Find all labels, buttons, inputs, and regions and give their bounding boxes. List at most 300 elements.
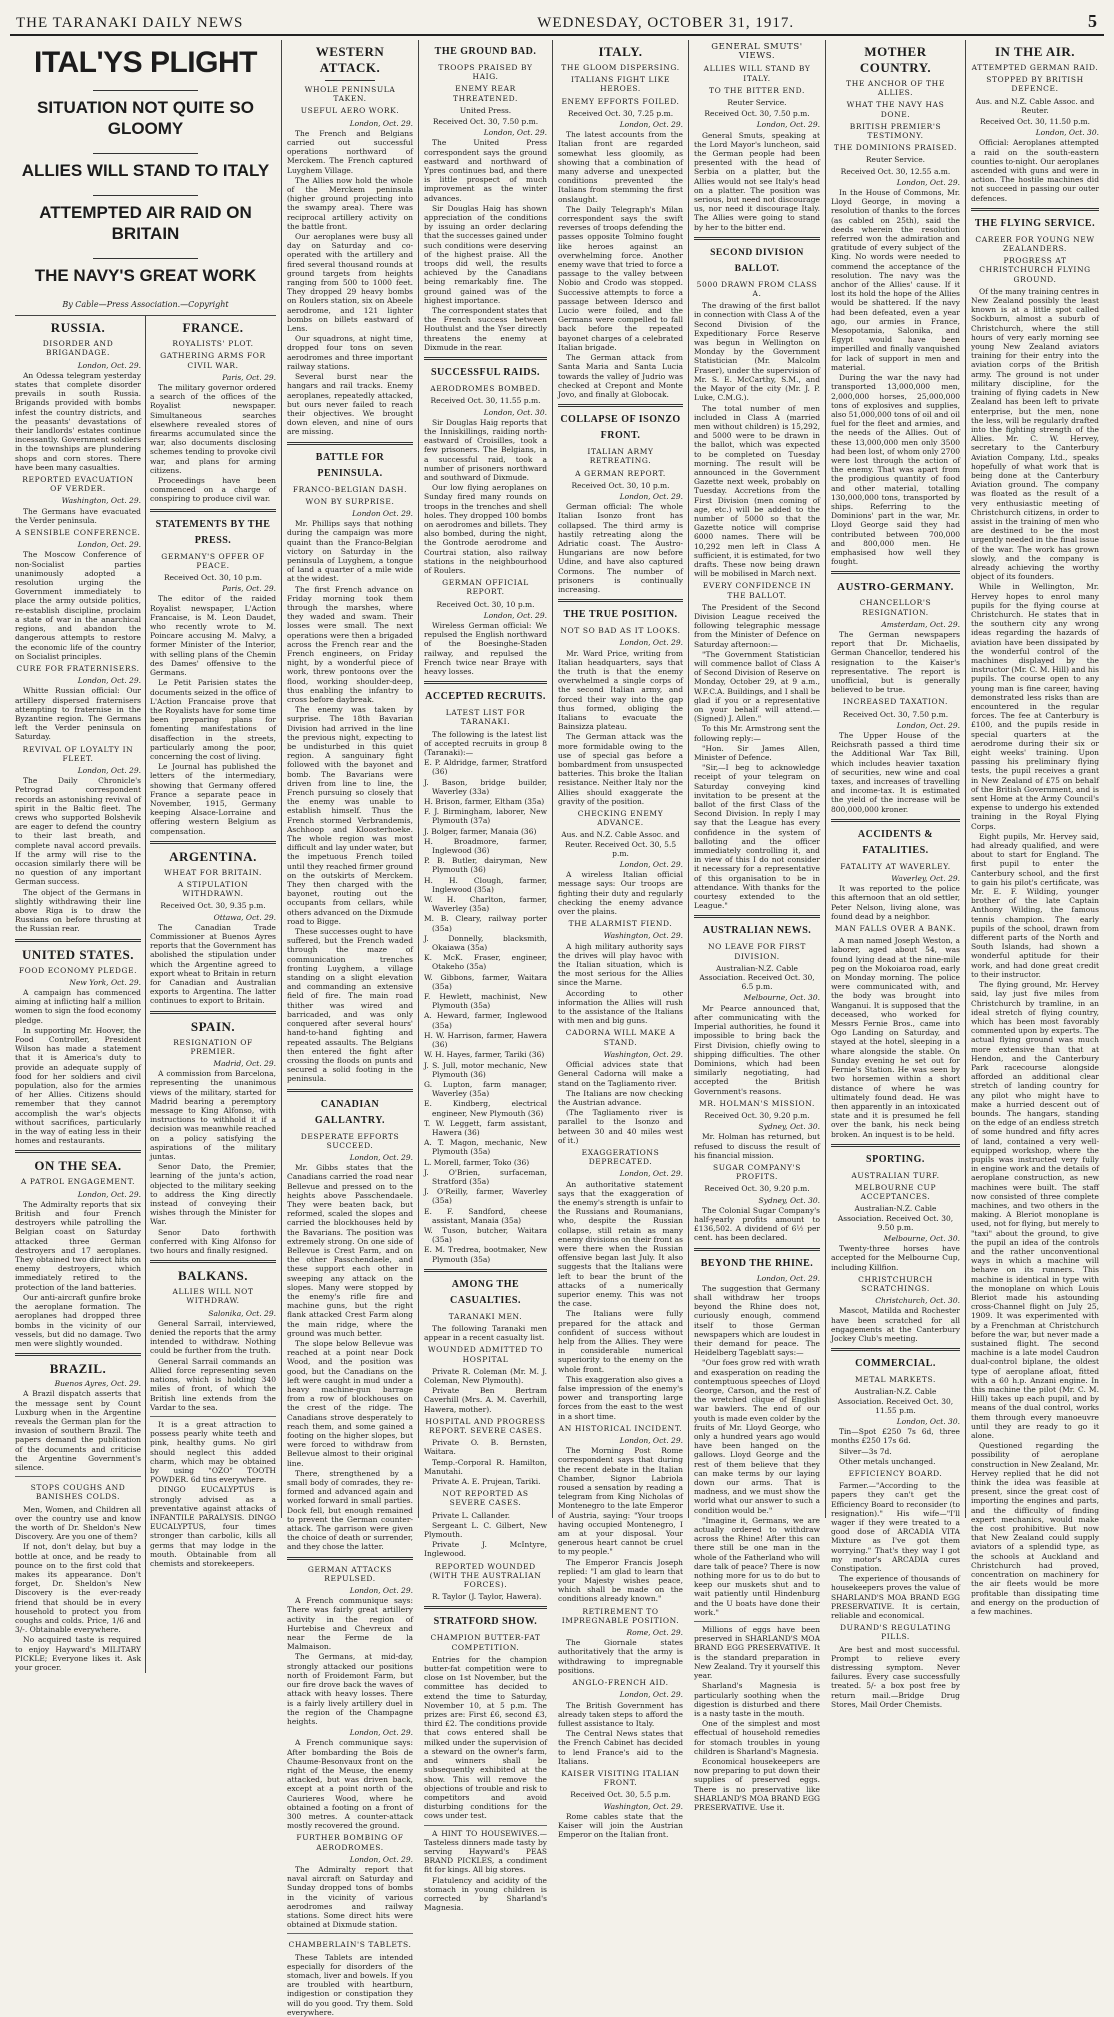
paragraph: Mr. Holman has returned, but refused to discuss the result of his financial mission. (694, 1132, 820, 1160)
dateline: Madrid, Oct. 29. (213, 1059, 276, 1068)
subhead: WHOLE PENINSULA TAKEN. (304, 85, 396, 104)
subhead: PROGRESS AT CHRISTCHURCH FLYING GROUND. (979, 256, 1091, 284)
paragraph: The Emperor Francis Joseph replied: "I am glad to learn that your Majesty wishes peace, which shall be made on the conditions already known." (558, 1557, 683, 1604)
subhead: KAISER VISITING ITALIAN FRONT. (561, 1768, 680, 1788)
paragraph: A wireless Italian official message says: Our troops are fighting their duty and regularly checking the enemy advance over the plains. (558, 870, 683, 917)
dateline: Amsterdam, Oct. 29. (881, 619, 960, 629)
paragraph: No acquired taste is required to enjoy Hayward's MILITARY PICKLE; Everyone likes it. Ask your grocer. (15, 1635, 141, 1672)
paragraph: The drawing of the first ballot in connection with Class A of the Second Division of the Expeditionary Force Reserve was begun in Wellington on Monday by the Government Statistician (Mr. Malcolm Fraser), under the supervision of Mr. S. E. McCarthy, S.M., and the Mayor of the city (Mr. J. P. Luke, C.M.G.). (694, 301, 820, 403)
column-western-attack (282, 40, 419, 2017)
column-lead (10, 40, 282, 1672)
column-smuts (689, 40, 826, 1812)
russia-section (15, 316, 146, 1673)
subhead: EVERY CONFIDENCE IN THE BALLOT. (702, 581, 812, 600)
section-title: SUCCESSFUL RAIDS. (430, 367, 541, 379)
recruit-entry: J. Bason, bridge builder, Waverley (33a) (424, 777, 547, 796)
subhead: FURTHER BOMBING OF AERODROMES. (296, 1833, 404, 1852)
paragraph: Flatulency and acidity of the stomach in young children is corrected by Sharland's Magnesia. (424, 1875, 547, 1913)
subhead: MELBOURNE CUP ACCEPTANCES. (854, 1182, 937, 1202)
column-ground-bad (419, 40, 553, 1913)
recruit-entry: K. McK. Fraser, engineer, Otakeho (35a) (424, 953, 547, 972)
advert-pickles (424, 1825, 547, 1913)
subhead: WHEAT FOR BRITAIN. (164, 867, 262, 877)
paragraph: The flying ground, Mr. Hervey said, lay just five miles from Christchurch by tramline, in an ideal stretch of flying country, which has been most favorably commented upon by experts. The actual flying ground was much more extensive than that at Hendon, and the Canterbury Park racecourse alongside afforded an additional clear stretch of landing country for any pilot who might have to make a hurried descent out of bounds. The hangars, standing on the edge of an endless stretch of some hundred and fifty acres of land, contained a very well-equipped workshop, where the pupils was instructed very fully in engine work and the details of aeroplane construction, as new machines were built. The staff now consisted of three complete machines, and two others in the making. A Bleriot monoplane is used, not for flying, but merely to "taxi" about the ground, to give the pupil an idea of the controls and the rather unconventional ways in which a machine will behave on its runners. This machine is identical in type with the monoplane on which Louis Bleriot made his astounding cross-Channel flight on July 25, 1909. It was experimented with by a Frenchman at Christchurch before the war, but never made a sustained flight. The second machine is a late model Caudron dual-control biplane, the oldest type of aeroplane afloat, fitted with a 60 h.p. Anzani engine. In this machine the pilot (Mr. C. M. Hill) takes up each pupil, and by means of the dual control, works them through every manoeuvre until they are ready to go it alone. (971, 980, 1099, 1441)
sea-title: ON THE SEA. (34, 1158, 122, 1174)
subhead: ITALIANS FIGHT LIKE HEROES. (571, 75, 670, 94)
subhead: RETIREMENT TO IMPREGNABLE POSITION. (561, 1606, 680, 1625)
paragraph: The first French advance on Friday morning took them through the marshes, where they waded and swam. Their losses were small. The next operations were then a brigaded across the French rear and the French engineers, on Friday night, by a wonderful piece of work, threw pontoons over the flood, working shoulder-deep, thus enabling the infantry to cross before daybreak. (287, 584, 413, 704)
advert-chamberlain (287, 1933, 413, 2017)
balkans-title: BALKANS. (177, 1268, 249, 1284)
paragraph: In supporting Mr. Hoover, the Food Controller, President Wilson has made a statement that it is America's duty to provide an adequate supply of food for her soldiers and civil population, also for the armies of her Allies. Citizens should remember that they cannot accomplish the war's objects without sacrifices, particularly in the way of eating less in their homes and restaurants. (15, 1025, 141, 1146)
paragraph: Mr. Ward Price, writing from Italian headquarters, says that the truth is that the enemy overwhelmed a single corps of the second Italian army, and forced their way into the gap thus formed, obliging the Italians to evacuate the Bainsizza plateau. (558, 648, 683, 732)
recruit-entry: F. J. Birmingham, laborer, New Plymouth (37a) (424, 807, 547, 826)
received-line: Reuter Service. (727, 98, 787, 108)
dateline: London, Oct. 30. (896, 1416, 960, 1426)
dateline: London Oct. 29. (352, 508, 413, 518)
dateline: London, Oct. 29. (619, 120, 683, 130)
recruit-entry: M. B. Cleary, railway porter (35a) (424, 914, 547, 933)
received-line: Aus. and N.Z. Cable Assoc. and Reuter. Received Oct. 30, 5.5 p.m. (561, 830, 680, 858)
paragraph: An Odessa telegram yesterday states that complete disorder prevails in south Russia. Brigands provided with bombs infest the country districts, and the peasants' devastations of their landlords' estates continue incessantly. Government soldiers in the townships are plundering shops and corn stores. There have been many casualties. (15, 370, 141, 472)
subhead: FATALITY AT WAVERLEY. (840, 861, 951, 871)
subhead: ENEMY EFFORTS FOILED. (561, 96, 680, 106)
paragraph: Sergeant L. C. Gilbert, New Plymouth. (424, 1520, 547, 1540)
paragraph: Sharland's Magnesia is particularly soothing when the digestion is disturbed and there is a nasty taste in the mouth. (694, 1681, 820, 1718)
paragraph: Sir Douglas Haig has shown appreciation of the conditions by issuing an order declaring that the successes gained under such conditions were deserving of the highest praise. All the troops did well, the results achieved by the Canadians being remarkably fine. The ground gained was of the highest importance. (424, 203, 547, 305)
paragraph: Other metals unchanged. (839, 1456, 936, 1466)
subhead: TROOPS PRAISED BY HAIG. (438, 63, 533, 82)
dateline: London, Oct. 29. (483, 128, 547, 138)
dateline: Ottawa, Oct. 29. (213, 912, 276, 922)
section-title: ITALY. (598, 44, 643, 59)
paragraph: Official advices state that General Cadorna will make a stand on the Tagliamento river. (558, 1060, 683, 1088)
paragraph: A high military authority says the drives will play havoc with the Italian situation, which is the most serious for the Allies since the Marne. (558, 941, 683, 988)
subhead: DURAND'S REGULATING PILLS. (840, 1623, 951, 1642)
subhead: DISORDER AND BRIGANDAGE. (42, 339, 114, 358)
subhead: A GERMAN REPORT. (575, 468, 666, 478)
received-line: Reuter Service. (865, 155, 926, 165)
subhead: INCREASED TAXATION. (843, 697, 948, 707)
subhead: CADORNA WILL MAKE A STAND. (565, 1028, 676, 1047)
dateline: London, Oct. 29. (483, 610, 547, 620)
headline-4: ATTEMPTED AIR RAID ON BRITAIN (39, 203, 252, 243)
subhead: CHECKING ENEMY ADVANCE. (577, 809, 664, 828)
dateline: London, Oct. 29. (619, 1690, 683, 1700)
recruit-entry: J. S. Jull, motor mechanic, New Plymouth (36) (424, 1060, 547, 1079)
paragraph: Private A. E. Prujean, Tariki. (432, 1477, 541, 1487)
subhead: METAL MARKETS. (854, 1375, 936, 1385)
paragraph: "Our foes grow red with wrath and exasperation on reading the contemptuous speeches of Lloyd George, Carson, and the rest of the wretched clique of English war bawlers. The end of our youth is made even colder by the fruits of Mr. Lloyd George, who only a hundred years ago would have been hanged on the gallows. Lloyd George and the rest of them believe that they can make terms by our laying down our arms. That is madness, and we must show the world what our answer to such a condition would be." (694, 1358, 821, 1515)
received-line: Received Oct. 30, 7.50 p.m. (704, 109, 810, 119)
paragraph: "Imagine it, Germans, we are actually ordered to withdraw across the Rhine! After this can there still be one man in the whole of the Fatherland who will dare talk of peace? There is now nothing more for us to do but to keep our muskets shut and to wait patiently until Hindenburg and the U boats have done their work." (694, 1515, 820, 1617)
paragraph: The German attack from Santa Maria and Santa Lucia towards the valley of Judrio was checked at Crepont and Monte Jovo, and finally at Globocak. (558, 353, 683, 399)
paragraph: DINGO EUCALYPTUS is strongly advised as a preventative against attacks of INFANTILE PARALYSIS. DINGO EUCALYPTUS, four times stronger than carbolic, kills all germs that may lodge in the mouth. Obtainable from all chemists and storekeepers. (150, 1485, 276, 1568)
dateline: Waverley, Oct. 29. (891, 874, 960, 884)
paragraph: "Sir,—I beg to acknowledge receipt of your telegram on Saturday conveying kind invitation to be present at the ballot of the first Class of the Second Division. In reply I may say that the League has every confidence in the system of balloting and the officer immediately controlling it, and in view of this I do not consider it necessary for a representative of this organisation to be in attendance. With thanks for the courtesy extended to the League." (694, 763, 820, 911)
paragraph: Our aeroplanes were busy all day on Saturday and co-operated with the artillery and fired several thousand rounds at ground targets from heights ranging from 500 to 1000 feet. They dropped 29 heavy bombs on Roulers station, six on Abeele aerodrome, and 121 lighter bombs on billets eastward of Lens. (287, 232, 413, 334)
paragraph: Our squadrons, at night time, dropped four tons on seven aerodromes and three important railway stations. (287, 334, 413, 371)
dateline: London, Oct. 29. (77, 540, 141, 550)
section-title: THE FLYING SERVICE. (974, 217, 1096, 229)
subhead: TO THE BITTER END. (708, 85, 806, 95)
subhead: ANGLO-FRENCH AID. (572, 1678, 669, 1688)
recruit-entry: J. O'Reilly, farmer, Waverley (35a) (424, 1187, 547, 1206)
subhead: HOSPITAL AND PROGRESS REPORT. SEVERE CASES. (425, 1416, 546, 1435)
advert-ozo (150, 1416, 276, 1568)
paragraph: To this Mr. Armstrong sent the following reply:— (694, 724, 820, 743)
subhead: ENEMY REAR THREATENED. (453, 84, 518, 103)
paragraph: Questioned regarding the possibility of aeroplane construction in New Zealand, Mr. Hervey replied that he did not think the idea was feasible at present, since the great cost of importing the engines and parts, and the difficulty of finding expert mechanics, would make the cost prohibitive. But now that New Zealand could supply aviators of a splendid type, as the schools at Auckland and Christchurch had proved, concentration on machinery for the air fleets would be more profitable than dissipating time and energy on the production of a few machines. (971, 1441, 1099, 1616)
paragraph: The German attack was the more formidable owing to the use of special gas before a bombardment from unsuspected batteries. This broke the Italian resistance. Neither Italy nor the Allies should exaggerate the gravity of the position. (558, 732, 683, 806)
subhead: MAN FALLS OVER A BANK. (835, 924, 956, 934)
paragraph: General Smuts, speaking at the Lord Mayor's luncheon, said the German people had been presented with the head of Serbia on a platter, but the Allies would not see Italy's head on a platter. The position was serious, but need not discourage us, nor need it discourage Italy. The Allies were going to stand by her to the bitter end. (694, 130, 820, 232)
received-line: Received Oct. 30, 11.55 p.m. (430, 396, 541, 406)
subhead: DESPERATE EFFORTS SUCCEED. (300, 1131, 400, 1150)
section-title: AMONG THE CASUALTIES. (450, 1278, 521, 1306)
dateline: London, Oct. 29. (619, 1169, 683, 1179)
paragraph: The object of the Germans in slightly withdrawing their line above Riga is to draw the Russians on before thrusting at the Russian rear. (15, 887, 141, 934)
dateline: New York, Oct. 29. (69, 977, 141, 987)
received-line: Received Oct. 30, 9.35 p.m. (160, 901, 266, 911)
column-mother-country (826, 40, 966, 1709)
subhead: CHANCELLOR'S RESIGNATION. (859, 598, 932, 617)
dateline: Christchurch, Oct. 30. (875, 1296, 960, 1306)
paragraph: Temp.-Corporal R. Hamilton, Manutahi. (424, 1457, 547, 1476)
paragraph: Private J. McIntyre, Inglewood. (424, 1540, 547, 1559)
dateline: Washington, Oct. 29. (603, 1801, 683, 1811)
paragraph: The Admiralty reports that six British and four French destroyers while patrolling the Belgian coast on Saturday attacked three German destroyers and 17 aeroplanes. They obtained two direct hits on enemy destroyers, which immediately retired to the protection of the land batteries. (15, 1199, 141, 1292)
paragraph: The Admiralty report that naval aircraft on Saturday and Sunday dropped tons of bombs in the vicinity of various aerodromes and railway stations. Some direct hits were obtained at Dixmude station. (287, 1864, 413, 1930)
received-line: Australian-N.Z. Cable Association. Received Oct. 30, 11.55 p.m. (837, 1387, 954, 1415)
paragraph: Private O. B. Bernsten, Waitara. (424, 1438, 547, 1457)
paragraph: The total number of men included in Class A (married men without children) is 15,292, and 5000 were to be drawn in the ballot, which was expected to be completed on Tuesday morning. The result will be announced in the Government Gazette next week, probably on Tuesday. Accretions from the First Division (men coming of age, etc.) will be added to the number of 5000 so that the Gazette notice will comprise 6000 names. There will be 10,292 men left in Class A sufficient, it is estimated, for two drafts. These now being drawn will be mobilised in March next. (694, 403, 820, 579)
section-title: STATEMENTS BY THE PRESS. (155, 518, 271, 546)
recruit-entry: H. Broadmore, farmer, Inglewood (36) (424, 836, 547, 856)
paragraph: The Germans have evacuated the Verder peninsula. (15, 506, 141, 525)
subhead: RESIGNATION OF PREMIER. (173, 1037, 253, 1056)
recruit-entry: L. Morell, farmer, Toko (36) (424, 1157, 530, 1167)
section-title: GENERAL SMUTS' VIEWS. (711, 42, 803, 62)
paragraph: A French communique says: There was fairly great artillery activity in the region of Hurtebise and Chevreux and near the Ferme de la Malmaison. (287, 1596, 413, 1652)
dateline: Melbourne, Oct. 30. (883, 1233, 960, 1243)
dateline: London, Oct. 29. (349, 1728, 413, 1738)
paragraph: The Italians were fully prepared for the attack and confident of success without help from the Allies. They were in considerable numerical superiority to the enemy on the whole front. (558, 1309, 683, 1374)
subhead: ALLIES WILL STAND BY ITALY. (703, 64, 811, 83)
recruit-entry: J. Donnelly, blacksmith, Okaiawa (35a) (424, 933, 547, 953)
paragraph: Private R. Coleman (Mr. M. J. Coleman, New Plymouth). (424, 1366, 547, 1385)
recruit-entry: W. Tuson, butcher, Waitara (35a) (424, 1225, 547, 1245)
section-title: ACCEPTED RECRUITS. (425, 691, 546, 703)
section-title: THE TRUE POSITION. (563, 609, 678, 621)
dateline: London, Oct. 29. (896, 177, 960, 187)
paragraph: One of the simplest and most effectual of household remedies for stomach troubles in young children is Sharland's Magnesia. (694, 1719, 820, 1756)
advert-title: CHAMBERLAIN'S TABLETS. (288, 1940, 412, 1950)
paragraph: The German newspapers report that Dr. Michaelis, German Chancellor, tendered his resignation to the Kaiser's representative. The report is unofficial, but is generally believed to be true. (831, 629, 960, 695)
section-title: SECOND DIVISION BALLOT. (710, 247, 804, 274)
brazil-title: BRAZIL. (49, 1361, 107, 1377)
section-title: BEYOND THE RHINE. (700, 1257, 814, 1269)
paragraph: The slope below Bellevue was reached at a point near Dock Wood, and the position was good, but the Canadians on the left were caught in mud under a heavy machine-gun barrage from a row of blockhouses on the crest of the ridge. The Canadians strove desperately to reach them, and some gained a footing on the higher slopes, but were forced to withdraw from Bellevue almost to their original line. (287, 1338, 413, 1468)
paragraph: Silver—3s 7d. (839, 1446, 892, 1456)
recruit-entry: H. H. Clough, farmer, Inglewood (35a) (424, 875, 547, 894)
paragraph: General Sarrail commands an Allied force representing seven nations, which is holding 340 miles of front, of which the British line extends from the Vardar to the sea. (150, 1356, 276, 1412)
dateline: London, Oct. 29. (77, 765, 141, 775)
paragraph: Farmer.—"According to the papers they can't get the Efficiency Board to reconsider (to resignation)." His wife—"I'll wager if they were treated to a good dose of ARCADIA VITA Mixture as I've got them worrying." That's they way I got my motor's ARCADIA cures Constipation. (831, 1481, 960, 1574)
subhead: GATHERING ARMS FOR CIVIL WAR. (160, 351, 266, 370)
paragraph: The Italians are now checking the Austrian advance. (558, 1088, 683, 1107)
recruit-entry: E. P. Aldridge, farmer, Stratford (36) (424, 758, 547, 777)
paragraph: The Daily Chronicle's Petrograd correspondent records an astonishing revival of spirit in the Baltic fleet. The crews who supported Bolshevik are eager to defend the country to their last breath, and complete naval accord prevails. If the army will rise to the occasion similarly there will be no question of any important German success. (15, 776, 141, 887)
subhead: WHAT THE NAVY HAS DONE. (846, 100, 945, 119)
dateline: London, Oct. 29. (896, 720, 960, 730)
advert-sheldon (15, 1476, 141, 1672)
paragraph: These Tablets are intended especially for disorders of the stomach, liver and bowels. If you are troubled with heartburn, indigestion or constipation they will do you good. Try them. Sold everywhere. (287, 1952, 413, 2017)
paragraph: A commission from Barcelona, representing the unanimous views of the military, started for Madrid bearing a peremptory message to King Alfonso, with instructions to withhold it if a decision was meanwhile reached on a policy satisfying the aspirations of the military juntas. (150, 1069, 276, 1162)
paragraph: The Moscow Conference of non-Socialist parties unanimously adopted a resolution urging the Government immediately to place the army outside politics, re-establish discipline, proclaim a state of war in the anarchical regions, and abandon the dangerous attempts to restore the economic life of the country on Socialist principles. (15, 550, 141, 661)
subhead: ATTEMPTED GERMAN RAID. (971, 63, 1099, 72)
recruit-entry: H. Brison, farmer, Eltham (35a) (424, 797, 545, 807)
recruit-entry: W. Gibbons, farmer, Waitara (35a) (424, 972, 547, 991)
subhead: AN HISTORICAL INCIDENT. (558, 1423, 683, 1433)
headline-3: ALLIES WILL STAND TO ITALY (21, 161, 270, 180)
paragraph: Our anti-aircraft gunfire broke the aeroplane formation. The aeroplanes had dropped three bombs in the vicinity of our vessels, but did no damage. Two men were slightly wounded. (15, 1292, 141, 1348)
subhead: BRITISH PREMIER'S TESTIMONY. (849, 121, 942, 141)
column-italy (553, 40, 689, 1840)
paragraph: Economical housekeepers are now preparing to put down their supplies of preserved eggs. There is no preservative like SHARLAND'S MOA BRAND EGG PRESERVATIVE. Use it. (694, 1756, 820, 1812)
russia-title: RUSSIA. (50, 320, 106, 336)
paragraph: A French communique says: After bombarding the Bois de Chaume-Besonvaux front on the right of the Meuse, the enemy attacked, but was driven back, except at a point north of the Caurieres Wood, where he obtained a footing on a front of 300 metres. A counter-attack mostly recovered the ground. (287, 1738, 413, 1831)
paragraph: German official: The whole Italian Isonzo front has collapsed. The third army is hastily retreating along the Adriatic coast. The Austro-Hungarians are now before Udine, and have also captured Cormons. The number of prisoners is continually increasing. (558, 502, 683, 594)
paragraph: (The Tagliamento river is parallel to the Isonzo and between 30 and 40 miles west of it.) (558, 1108, 683, 1145)
received-line: Received Oct. 30, 12.55 a.m. (840, 166, 951, 176)
subhead: GERMAN OFFICIAL REPORT. (442, 578, 529, 597)
dateline: Buenos Ayres, Oct. 29. (54, 1379, 141, 1389)
dateline: London, Oct. 29. (349, 118, 413, 128)
paragraph: The French and Belgians carried out successful operations northward of Merckem. The French captured Luyghem Village. (287, 128, 413, 175)
paragraph: Rome cables state that the Kaiser will join the Austrian Emperor on the Italian front. (558, 1811, 683, 1840)
paragraph: "The Government Statistician will commence ballot of Class A of Second Division of Reserve on Monday, October 29, at 9 a.m., W.F.C.A. Buildings, and I shall be glad if you or a representative on your behalf will attend.—(Signed) J. Allen." (694, 649, 820, 724)
paragraph: A HINT TO HOUSEWIVES.—Tasteless dinners made tasty by serving Hayward's PEAS BRAND PICKLES, a condiment fit for kings. All big stores. (424, 1828, 547, 1875)
paragraph: Mr. Phillips says that nothing during the campaign was more quaint than the Franco-Belgian victory on Saturday in the peninsula of Luyghem, a tongue of land a quarter of a mile wide at the widest. (287, 519, 413, 584)
paragraph: The Colonial Sugar Company's half-yearly profits amount to £136,502. A dividend of 6½ per cent. has been declared. (694, 1205, 820, 1243)
subhead: REPORTED WOUNDED (WITH THE AUSTRALIAN FORCES). (429, 1561, 542, 1590)
dateline: London, Oct. 29. (77, 1189, 141, 1199)
masthead (10, 6, 1104, 36)
section-title: IN THE AIR. (994, 44, 1076, 59)
paragraph: Millions of eggs have been preserved in SHARLAND'S MOA BRAND EGG PRESERVATIVE. It is the standard preparation in New Zealand. Try it yourself this year. (694, 1625, 820, 1681)
paragraph: According to other information the Allies will rush to the assistance of the Italians with men and big guns. (558, 988, 683, 1026)
subhead: A PATROL ENGAGEMENT. (20, 1177, 136, 1187)
dateline: London, Oct. 29. (756, 120, 820, 130)
section-title: BATTLE FOR PENINSULA. (315, 451, 385, 479)
spain-title: SPAIN. (190, 1018, 236, 1034)
paragraph: The Canadian Trade Commissioner at Buenos Ayres reports that the Government has abolished the stipulation under which the Argentine agreed to export wheat to Britain in return for Canadian and Australian exports to Argentina. The latter continues to export to Britain. (150, 922, 276, 1006)
subhead: USEFUL AERO WORK. (300, 106, 400, 116)
paragraph: The military governor ordered a search of the offices of the Royalist newspaper. Simultaneous searches elsewhere revealed stores of firearms accumulated since the war, also documents disclosing schemes tending to provoke civil war, and plans for arming citizens. (150, 383, 276, 475)
received-line: Received Oct. 30, 7.50 p.m. (432, 117, 539, 127)
dateline: London, Oct. 29. (619, 638, 683, 648)
paragraph: The United Press correspondent says the ground eastward and northward of Ypres continues bad, and there is little prospect of much improvement as the winter advances. (424, 138, 547, 203)
paragraph: Private Ben Bertram Caverhill (Mrs. A. M. Caverhill, Hawera, mother). (424, 1386, 547, 1414)
subhead: CAREER FOR YOUNG NEW ZEALANDERS. (975, 234, 1095, 254)
paragraph: The correspondent states that the French success between Houthulst and the Yser directly threatens the enemy at Dixmude in the rear. (424, 306, 547, 352)
paragraph: The editor of the raided Royalist newspaper, L'Action Francaise, is M. Leon Daudet, who recently wrote to M. Poincare accusing M. Malvy, a former Minister of the Interior, with selling plans of the Chemin des Dames' offensive to the Germans. (150, 594, 276, 678)
headline-main: ITAL'YS PLIGHT (34, 46, 257, 79)
received-line: Received Oct. 30, 5.5 p.m. (570, 1790, 671, 1800)
paragraph: Senor Dato, the Premier, learning of the junta's action, objected to the military seeking to address the King directly instead of conveying their wishes through the Minister for War. (150, 1162, 276, 1227)
dateline: London, Oct. 29. (77, 676, 141, 686)
section-title: AUSTRALIAN NEWS. (702, 925, 812, 937)
paragraph: The latest accounts from the Italian front are regarded somewhat less gloomily, as showing that a combination of many adverse and unexpected conditions prevented the Italians from stemming the first onslaught. (558, 130, 683, 204)
paragraph: Wireless German official: We repulsed the English northward of the Boesinghe-Staden railway, and repulsed the French twice near Braye with heavy losses. (424, 620, 547, 676)
paragraph: The suggestion that Germany shall withdraw her troops beyond the Rhine does not, curiously enough, commend itself to those German newspapers which are loudest in their demand for peace. The Heidelberg Tageblatt says:— (694, 1283, 820, 1358)
paragraph: The Central News states that the French Cabinet has decided to lend France's aid to the Italians. (558, 1729, 683, 1766)
subhead: WON BY SURPRISE. (305, 496, 395, 506)
recruit-entry: W. H. Charlton, farmer, Waverley (35a) (424, 895, 547, 914)
recruit-entry: A. Heward, farmer, Inglewood (35a) (424, 1011, 547, 1030)
dateline: Sydney, Oct. 30. (758, 1122, 820, 1132)
paragraph: While in Wellington, Mr. Hervey hopes to enrol many pupils for the flying course at Christchurch. He states that in the southern city any wrong ideas regarding the hazards of aviation have been dissipated by the wonderful control of the machines displayed by the instructor (Mr. C. M. Hill) and his pupils. The course open to any young man is fine career, having demonstrated less risks than are encountered in the regular forces. The fee at Canterbury is £100, and the pupils reside in special quarters at the aerodrome during their six or eight weeks' training. Upon passing his preliminary flying tests, the pupil receives a grant in New Zealand of £75 on behalf of the British Government, and is sent Home at the Army Council's expense to undergo his extended training in the Royal Flying Corps. (971, 582, 1099, 831)
recruit-entry: W. H. Hayes, farmer, Tariki (36) (424, 1050, 545, 1060)
paragraph: The following is the latest list of accepted recruits in group 8 (Taranaki):— (424, 729, 547, 757)
subhead: EXAGGERATIONS DEPRECATED. (581, 1147, 660, 1167)
paragraph: The Morning Post Rome correspondent says that during the recent debate in the Italian Chamber, Signor Labriola roused a sensation by reading a telegram from King Nicholas of Montenegro to the late Emperor of Austria, saying: "Your troops having occupied Montenegro, I am at your disposal. Your generous heart cannot be cruel to my people." (558, 1446, 683, 1557)
recruit-entry: P. B. Butler, dairyman, New Plymouth (36) (424, 856, 547, 875)
subhead: REPORTED EVACUATION OF VERDER. (22, 475, 134, 494)
dateline: Salonika, Oct. 29. (208, 1308, 276, 1318)
paragraph: "Hon. Sir James Allen, Minister of Defence. (694, 743, 820, 763)
subhead: THE ANCHOR OF THE ALLIES. (846, 79, 945, 98)
subhead: CURE FOR FRATERNISERS. (16, 663, 140, 673)
paragraph: If not, don't delay, but buy a bottle at once, and be ready to pounce on to the first cold that makes its appearance. Don't forget, Dr. Sheldon's New Discovery is the ever-ready friend that should be in every household to protect you from coughs and colds. Price, 1/6 and 3/-. Obtainable everywhere. (15, 1542, 141, 1635)
paragraph: Eight pupils, Mr. Hervey said, had already qualified, and were about to start for England. The first pupil to enter the Canterbury school, and the first to gain his pilot's certificate, was Mr. E. F. Wilding, younger brother of the late Captain Anthony Wilding, the famous tennis champion. The early pupils of the school, drawn from different parts of the North and South Islands, had shown a wonderful aptitude for their work, and had done great credit to their instructor. (971, 831, 1099, 979)
section-title: WESTERN ATTACK. (315, 44, 385, 75)
received-line: Australian-N.Z. Cable Association. Received Oct. 30, 9.50 p.m. (837, 1204, 954, 1232)
paragraph: Mr. Gibbs states that the Canadians carried the road near Bellevue and pressed on to the heights above Passchendaele. They were beaten back, but reformed, scaled the slopes and carried the blockhouses held by the Bavarians. The position was extremely strong. On one side of Bellevue is Crest Farm, and on the other Passchendaele, and these support each other in sweeping any attack on the slopes. Many were stopped by the enemy's rifle fire and machine guns, but the right flank attacked Crest Farm along the main ridge, where the ground was much better. (287, 1163, 413, 1338)
paragraph: The Daily Telegraph's Milan correspondent says the swift reverses of troops defending the passes opposite Tolmino fought like heroes against an overwhelming force. Another enemy wave that tried to force a passage to the valley between Nobio and Crodo was stopped. Successive attempts to force a passage between Idersco and Lucio were foiled, and the Germans were compelled to fall back before the repeated bayonet charges of a celebrated Italian brigade. (558, 204, 683, 352)
dateline: Paris, Oct. 29. (222, 372, 276, 382)
paragraph: Mr Pearce announced that, after communicating with the Imperial authorities, he found it impossible to bring back the First Division, chiefly owing to shipping difficulties. The other Dominions, which had been similarly negotiating, had accepted the British Government's reasons. (694, 1003, 820, 1096)
paragraph: Le Journal has published the letters of the intermediary, showing that Germany offered France a separate peace in November, 1915, Germany keeping Alsace-Lorraine and offering western Belgium as compensation. (150, 762, 276, 836)
recruit-entry: H. W. Harrison, farmer, Hawera (36) (424, 1030, 547, 1050)
section-title: AUSTRO-GERMANY. (837, 581, 954, 594)
subhead: THE ALARMIST FIEND. (568, 919, 673, 929)
received-line: Received Oct. 30, 7.50 p.m. (842, 709, 949, 719)
paragraph: Men, Women, and Children all over the country use and know the worth of Dr. Sheldon's New Discovery. Are you one of them? (15, 1504, 141, 1542)
subhead: TARANAKI MEN. (448, 1311, 523, 1321)
headline-5: THE NAVY'S GREAT WORK (34, 266, 257, 285)
subhead: LATEST LIST FOR TARANAKI. (445, 708, 526, 727)
recruit-entry: F. Hewlett, machinist, New Plymouth (35a) (424, 992, 547, 1011)
dateline: London, Oct. 30. (483, 407, 547, 417)
paragraph: The President of the Second Division League received the following telegraphic message from the Minister of Defence on Saturday afternoon:— (694, 602, 820, 649)
paragraph: An authoritative statement says that the exaggeration of the enemy's strength is unfair to the Russians and Roumanians, who, despite the Russian collapse, still retain as many enemy divisions on their front as were there when the Russian offensive began last July. It also suggests that the Italians were left to bear the brunt of the attacks of a numerically superior enemy. This was not the case. (558, 1179, 683, 1309)
paragraph: R. Taylor (J. Taylor, Hawera). (432, 1592, 542, 1602)
france-title: FRANCE. (182, 320, 244, 336)
recruit-entry: J. Bolger, farmer, Manaia (36) (424, 826, 537, 836)
subhead: CHRISTCHURCH SCRATCHINGS. (858, 1274, 933, 1293)
subhead: THE DOMINIONS PRAISED. (834, 143, 957, 153)
paragraph: A Brazil dispatch asserts that the message sent by Count Luxburg when in the Argentine reveals the German plan for the invasion of southern Brazil. The papers demand the publication of the documents and criticise the Argentine Government's silence. (15, 1389, 141, 1472)
section-title: MOTHER COUNTRY. (859, 44, 932, 75)
dateline: London, Oct. 29. (756, 1273, 820, 1283)
paragraph: Entries for the champion butter-fat competition were to close on 1st November, but the committee has decided to extend the time to Saturday, November 10, at 5 p.m. The prizes are: First £6, second £3, third £2. The conditions provide that cows entered shall be milked under the supervision of a steward on the owner's farm, and winners shall be subsequently exhibited at the show. This will remove the objections of trouble and risk to competitors and avoid disturbing conditions for the cows under test. (424, 1654, 547, 1821)
subhead: GERMAN ATTACKS REPULSED. (307, 1564, 393, 1583)
newspaper-page (10, 40, 1104, 2017)
subhead: REVIVAL OF LOYALTY IN FLEET. (22, 744, 134, 763)
paragraph: Of the many training centres in New Zealand possibly the least known is at a little spot called Sockburn, almost a suburb of Christchurch, where the still hours of very early morning see young New Zealand aviators training for their entry into the aviation corps of the British army. The ground is not under military discipline, for the training of flying cadets in New Zealand has been left to private enterprise, but the men, none the less, will be regularly drafted into the fighting strength of the Allies. Mr. C. W. Hervey, secretary to the Canterbury Aviation Company, Ltd., speaks hopefully of what work that is being done at the Canterbury Aviation ground. The company was floated as the result of a very enthusiastic meeting of Christchurch citizens, in order to assist in the training of men who are destined to be the most urgently needed in the final issue of the war. The work has grown slowly, and the company is already achieving the worthy object of its founders. (971, 286, 1099, 582)
subhead: CHAMPION BUTTER-FAT COMPETITION. (430, 1633, 541, 1652)
argentina-title: ARGENTINA. (169, 848, 257, 864)
paragraph: It is a great attraction to possess pearly white teeth and pink, healthy gums. No girl should neglect this added charm, which may be obtained by using "OZO" TOOTH POWDER. 6d tins everywhere. (150, 1419, 276, 1485)
paragraph: Tin—Spot £250 7s 6d, three months £250 17s 6d. (831, 1427, 960, 1446)
dateline: Sydney, Oct. 30. (758, 1195, 820, 1205)
dateline: London, Oct. 29. (619, 860, 683, 870)
subhead: AERODROMES BOMBED. (430, 384, 541, 394)
subhead: ROYALISTS' PLOT. (172, 339, 254, 349)
subhead: 5000 DRAWN FROM CLASS A. (696, 279, 818, 299)
headline-2: SITUATION NOT QUITE SO GLOOMY (37, 98, 254, 138)
dateline: London, Oct. 29. (349, 1586, 413, 1596)
recruit-entry: A. T. Magon, mechanic, New Plymouth (35a) (424, 1138, 547, 1157)
recruit-entry: T. W. Leggett, farm assistant, Hawera (36) (424, 1118, 547, 1137)
subhead: STOPPED BY BRITISH DEFENCE. (986, 75, 1084, 94)
recruit-entry: E. Kindberg, electrical engineer, New Plymouth (36) (424, 1099, 547, 1118)
paragraph: The Upper House of the Reichsrath passed a third time the Additional War Tax Bill, which includes heavier taxation of securities, new wine and coal taxes, and increases of travelling and income-tax. It is estimated the yield of the increase will be 800,000,000 kroner. (831, 731, 960, 814)
page-number: 5 (1088, 11, 1098, 31)
paragraph: Le Petit Parisien states the documents seized in the office of L'Action Francaise prove that the Royalists have for some time been preparing plans for fomenting manifestations of disaffection in the streets, particularly among the poor, concerning the cost of living. (150, 678, 276, 761)
paragraph: The experience of thousands of housekeepers proves the value of SHARLAND'S MOA BRAND EGG PRESERVATIVE. It is certain, reliable and economical. (831, 1574, 960, 1621)
subhead: NOT REPORTED AS SEVERE CASES. (442, 1489, 529, 1508)
paragraph: There, strengthened by a small body of comrades, they re-formed and advanced again and worked forward in small parties. Dock fell, but enough remained to prevent the German counter-attack. The garrison were given the choice of death or surrender, and they chose the latter. (287, 1468, 413, 1552)
dateline: Washington, Oct. 29. (603, 1049, 683, 1059)
dateline: Melbourne, Oct. 30. (743, 993, 820, 1003)
paragraph: Are best and most successful. Prompt to relieve every distressing symptom. Never failures. Every case successfully treated. 5/- a box post free by return mail.—Bridge Drug Stores, Mail Order Chemists. (831, 1644, 960, 1709)
advert-sharland (694, 1621, 820, 1812)
masthead-title: THE TARANAKI DAILY NEWS (16, 15, 244, 31)
received-line: Australian-N.Z. Cable Association. Received Oct. 30, 6.5 p.m. (699, 963, 815, 992)
paragraph: Several burst near the hangars and rail tracks. Enemy aeroplanes, repeatedly attacked, but ours never failed to reach their objectives. We brought down eleven, and nine of ours are missing. (287, 372, 413, 437)
advert-title: STOPS COUGHS AND BANISHES COLDS. (30, 1483, 126, 1502)
paragraph: Our low flying aeroplanes on Sunday fired many rounds on troops in the trenches and shell holes. They dropped 100 bombs on aerodromes and billets. They also bombed, during the night, the Gontrode aerodrome and Courtrai station, also railway stations in the neighbourhood of Roulers. (424, 483, 547, 575)
received-line: Received Oct. 30, 10 p.m. (436, 599, 535, 609)
received-line: United Press. (459, 105, 512, 115)
received-line: Received Oct. 30, 10 p.m. (571, 480, 670, 490)
paragraph: Private L. Callander. (432, 1510, 511, 1520)
paragraph: Sir Douglas Haig reports that the Inniskillings, raiding north-eastward of Croisilles, took a few prisoners. The Belgians, in a successful raid, took a number of prisoners northward and southward of Dixmude. (424, 417, 547, 482)
received-line: Received Oct. 30, 9.20 p.m. (704, 1110, 810, 1120)
dateline: Paris, Oct. 29. (222, 584, 276, 594)
paragraph: It was reported to the police this afternoon that an old settler, Peter Nelson, living alone, was found dead by a neighbor. (831, 884, 960, 921)
france-section (146, 316, 276, 1673)
subhead: WOUNDED ADMITTED TO HOSPITAL (427, 1345, 544, 1364)
paragraph: The Giornale states authoritatively that the army is withdrawing to impregnable positions. (558, 1638, 683, 1675)
recruit-list (424, 758, 547, 1264)
paragraph: General Sarrail, interviewed, denied the reports that the army intended to withdraw. Nothing could be further from the truth. (150, 1318, 276, 1356)
section-title: CANADIAN GALLANTRY. (314, 1098, 386, 1126)
us-title: UNITED STATES. (22, 946, 134, 962)
received-line: Received Oct. 30, 11.50 p.m. (980, 117, 1090, 127)
subhead: NOT SO BAD AS IT LOOKS. (560, 626, 681, 636)
section-title: COLLAPSE OF ISONZO FRONT. (560, 414, 681, 442)
paragraph: During the war the navy had transported 13,000,000 men, 2,000,000 horses, 25,000,000 tons of explosives and supplies, also 51,000,000 tons of oil and oil fuel for the fleet and armies, and the needs of the Allies. Out of these 13,000,000 men only 3500 had been lost, of whom only 2700 were lost through the action of the enemy. That was apart from the prodigious quantity of food and other material, totalling 130,000,000 tons, transported by ships. Referring to the Dominions' part in the war, Mr. Lloyd George said they had contributed between 700,000 and 800,000 men. He emphasised how well they fought. (831, 373, 960, 567)
subhead: FRANCO-BELGIAN DASH. (292, 484, 408, 494)
paragraph: The British Government has already taken steps to afford the fullest assistance to Italy. (558, 1700, 683, 1728)
subhead: FOOD ECONOMY PLEDGE. (18, 965, 138, 975)
section-title: COMMERCIAL. (855, 1358, 936, 1370)
subhead: A STIPULATION WITHDRAWN. (177, 879, 249, 899)
